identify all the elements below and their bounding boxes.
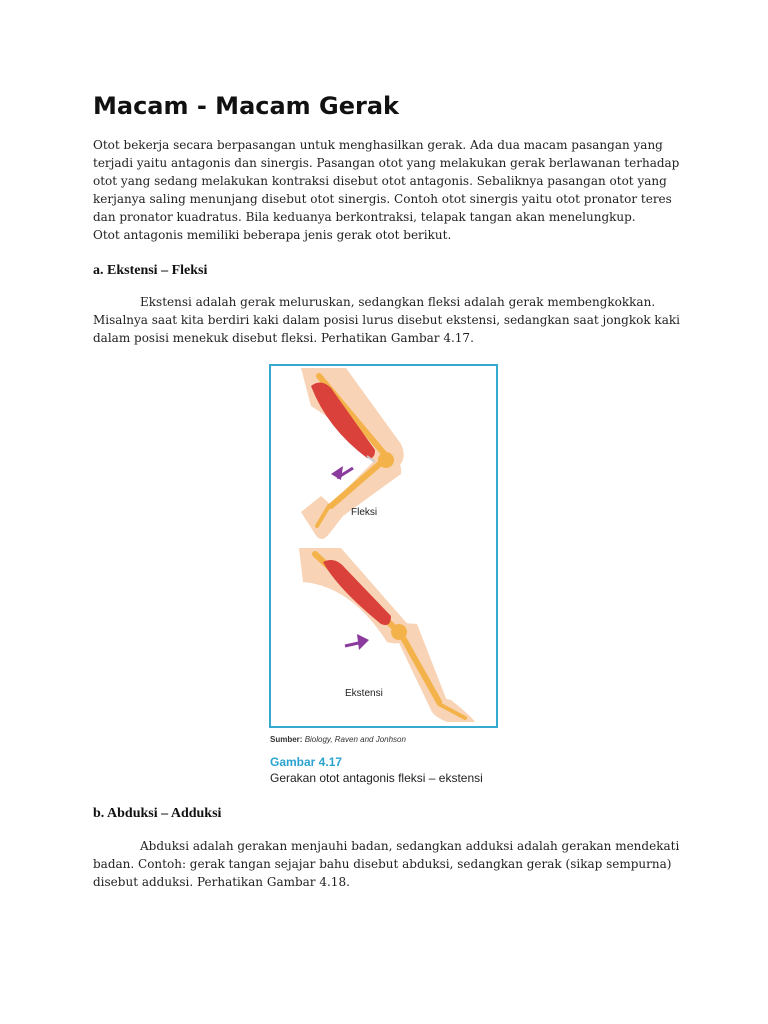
figure-caption: Gerakan otot antagonis fleksi – ekstensi <box>270 771 483 785</box>
intro-paragraph <box>93 136 683 244</box>
extended-knee <box>391 624 407 640</box>
section-a-heading: a. Ekstensi – Fleksi <box>93 263 208 278</box>
page-title: Macam - Macam Gerak <box>93 92 400 120</box>
source-prefix: Sumber: <box>270 735 303 744</box>
intro-last-line: Otot antagonis memiliki beberapa jenis gerak otot berikut. <box>93 228 452 242</box>
source-text: Biology, Raven and Jonhson <box>304 735 406 744</box>
figure-4-17-frame <box>269 364 498 728</box>
extended-leg-drawing <box>299 548 475 722</box>
label-fleksi: Fleksi <box>351 507 378 518</box>
section-a-body: Ekstensi adalah gerak meluruskan, sedangkan fleksi adalah gerak membengkokkan. Misalnya saat kita berdiri kaki dalam posisi lurus disebut ekstensi, sedangkan saat jongkok kaki dalam posisi menekuk disebut fleksi. Perhatikan Gambar 4.17. <box>93 295 680 345</box>
figure-source <box>270 735 406 744</box>
flexed-knee <box>378 452 394 468</box>
section-b-body: Abduksi adalah gerakan menjauhi badan, sedangkan adduksi adalah gerakan mendekati badan. Contoh: gerak tangan sejajar bahu disebut abduksi, sedangkan gerak (sikap sempurna) disebut adduksi. Perhatikan Gambar 4.18. <box>93 839 680 889</box>
extended-arrow-head <box>357 634 369 650</box>
figure-number: Gambar 4.17 <box>270 755 343 769</box>
section-b-heading: b. Abduksi – Adduksi <box>93 806 222 821</box>
label-ekstensi: Ekstensi <box>345 688 383 699</box>
leg-illustration <box>271 366 496 726</box>
intro-text: Otot bekerja secara berpasangan untuk menghasilkan gerak. Ada dua macam pasangan yang terjadi yaitu antagonis dan sinergis. Pasangan otot yang melakukan gerak berlawanan terhadap otot yang sedang melakukan kontraksi disebut otot antagonis. Sebaliknya pasangan otot yang kerjanya saling menunjang disebut otot sinergis. Contoh otot sinergis yaitu otot pronator teres dan pronator kuadratus. Bila keduanya berkontraksi, telapak tangan akan menelungkup. <box>93 138 680 224</box>
